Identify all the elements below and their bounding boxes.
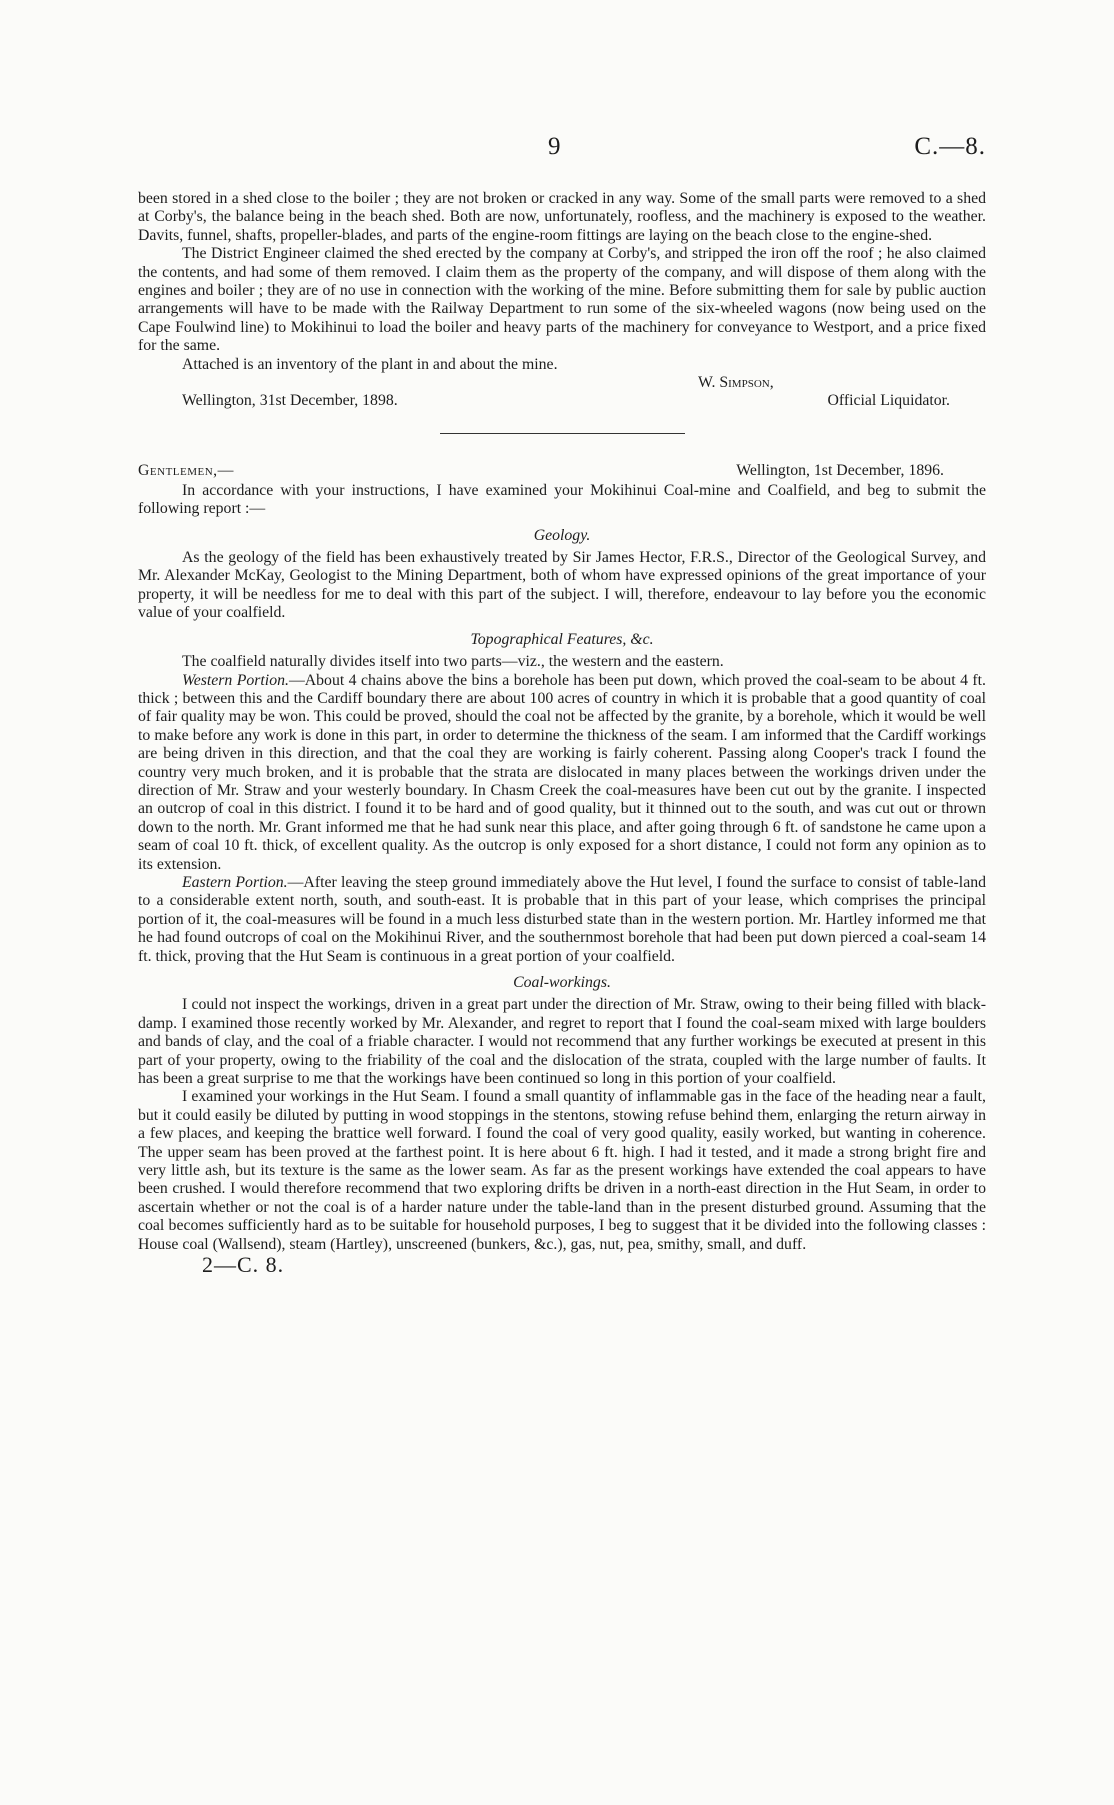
western-portion-label: Western Portion. — [182, 671, 289, 689]
section-heading-topography: Topographical Features, &c. — [470, 630, 654, 648]
section-heading-coal-workings: Coal-workings. — [513, 974, 611, 991]
eastern-portion-text: —After leaving the steep ground immediately above the Hut level, I found the surface to consist of table-land to a considerable extent north, south, and south-east. It is probable that in this part of your lease, which comprises the principal portion of it, the coal-measures will be found in a much less disturbed state than in the western portion. Mr. Hartley informed me that he had found outcrops of coal on the Mokihinui River, and the southernmost borehole that had been put down pierced a coal-seam 14 ft. thick, proving that the Hut Seam is continuous in a great portion of your coalfield. — [138, 873, 986, 965]
letter-date: Wellington, 1st December, 1896. — [736, 461, 944, 479]
eastern-portion-label: Eastern Portion. — [182, 873, 288, 891]
page-header — [0, 133, 1114, 163]
signature-name-row — [138, 374, 986, 392]
section-heading-geology: Geology. — [533, 526, 591, 544]
signature-name: W. Simpson, — [698, 374, 774, 392]
salutation: Gentlemen,— — [138, 461, 234, 479]
western-portion-text: —About 4 chains above the bins a borehole has been put down, which proved the coal-seam to be about 4 ft. thick ; between this and the Cardiff boundary there are about 100 acres of country in which it is probable that a good quantity of coal of fair quality may be won. This could be proved, should the coal not be affected by the granite, by a borehole, which it would be well to make before any work is done in this part, in order to determine the thickness of the seam. I am informed that the Cardiff workings are being driven in this direction, and that the coal they are working is fairly coherent. Passing along Cooper's track I found the country very much broken, and it is probable that the strata are dislocated in many places between the workings driven under the direction of Mr. Straw and your westerly boundary. In Chasm Creek the coal-measures have been cut out by the granite. I inspected an outcrop of coal in this district. I found it to be hard and of good quality, but it thinned out to the south, and was cut out or thrown down to the north. Mr. Grant informed me that he had sunk near this place, and after going through 6 ft. of sandstone he came upon a seam of coal 10 ft. thick, of excellent quality. As the outcrop is only exposed for a short distance, I could not form any opinion as to its extension. — [138, 671, 987, 873]
signature-mark: 2—C. 8. — [202, 1252, 285, 1278]
report1-paragraph-3: Attached is an inventory of the plant in and about the mine. — [182, 355, 558, 373]
western-portion-paragraph — [138, 672, 986, 874]
signature-place-date: Wellington, 31st December, 1898. — [182, 392, 398, 410]
body-text — [138, 190, 987, 1278]
signature-place-row — [138, 392, 986, 410]
report2-intro: In accordance with your instructions, I have examined your Mokihinui Coal-mine and Coalfield, and beg to submit the following report :— — [138, 481, 986, 518]
topography-intro: The coalfield naturally divides itself into two parts—viz., the western and the eastern. — [182, 653, 724, 671]
geology-paragraph: As the geology of the field has been exhaustively treated by Sir James Hector, F.R.S., Director of the Geological Survey, and Mr. Alexander McKay, Geologist to the Mining Department, both of whom have expressed opinions of the great importance of your property, it will be needless for me to deal with this part of the subject. I will, therefore, endeavour to lay before you the economic value of your coalfield. — [138, 549, 986, 622]
signature-title: Official Liquidator. — [827, 392, 950, 410]
coal-workings-paragraph-2: I examined your workings in the Hut Seam. I found a small quantity of inflammable gas in the face of the heading near a fault, but it could easily be diluted by putting in wood stoppings in the stentons, stowing refuse behind them, enlarging the return airway in a few places, and keeping the brattice well forward. I found the coal of very good quality, easily worked, but wanting in coherence. The upper seam has been proved at the farthest point. It is here about 6 ft. high. I had it tested, and it made a strong bright fire and very little ash, but its texture is the same as the lower seam. As far as the present workings have extended the coal appears to have been crushed. I would therefore recommend that two exploring drifts be driven in a north-east direction in the Hut Seam, in order to ascertain whether or not the coal is of a harder nature under the table-land than in the present disturbed ground. Assuming that the coal becomes sufficiently hard as to be suitable for household purposes, I beg to suggest that it be divided into the following classes : House coal (Wallsend), steam (Hartley), unscreened (bunkers, &c.), gas, nut, pea, smithy, small, and duff. — [138, 1088, 986, 1253]
eastern-portion-paragraph — [138, 874, 986, 966]
report1-paragraph-1: been stored in a shed close to the boiler ; they are not broken or cracked in any way. Some of the small parts were removed to a shed at Corby's, the balance being in the beach shed. Both are now, unfortunately, roofless, and the machinery is exposed to the weather. Davits, funnel, shafts, propeller-blades, and parts of the engine-room fittings are laying on the beach close to the engine-shed. — [138, 190, 986, 244]
document-reference: C.—8. — [914, 133, 986, 160]
letter-heading-row — [138, 462, 986, 482]
report1-paragraph-2: The District Engineer claimed the shed erected by the company at Corby's, and stripped the iron off the roof ; he also claimed the contents, and had some of them removed. I claim them as the property of the company, and will dispose of them along with the engines and boiler ; they are of no use in connection with the working of the mine. Before submitting them for sale by public auction arrangements will have to be made with the Railway Department to run some of the six-wheeled wagons (now being used on the Cape Foulwind line) to Mokihinui to load the boiler and heavy parts of the machinery for conveyance to Westport, and a price fixed for the same. — [138, 245, 986, 355]
coal-workings-paragraph-1: I could not inspect the workings, driven in a great part under the direction of Mr. Straw, owing to their being filled with black-damp. I examined those recently worked by Mr. Alexander, and regret to report that I found the coal-seam mixed with large boulders and bands of clay, and the coal of a friable character. I would not recommend that any further workings be executed at present in this part of your property, owing to the friability of the coal and the dislocation of the strata, coupled with the large number of faults. It has been a great surprise to me that the workings have been continued so long in this portion of your coalfield. — [138, 996, 986, 1088]
section-divider — [440, 433, 685, 434]
page-number: 9 — [548, 133, 561, 160]
